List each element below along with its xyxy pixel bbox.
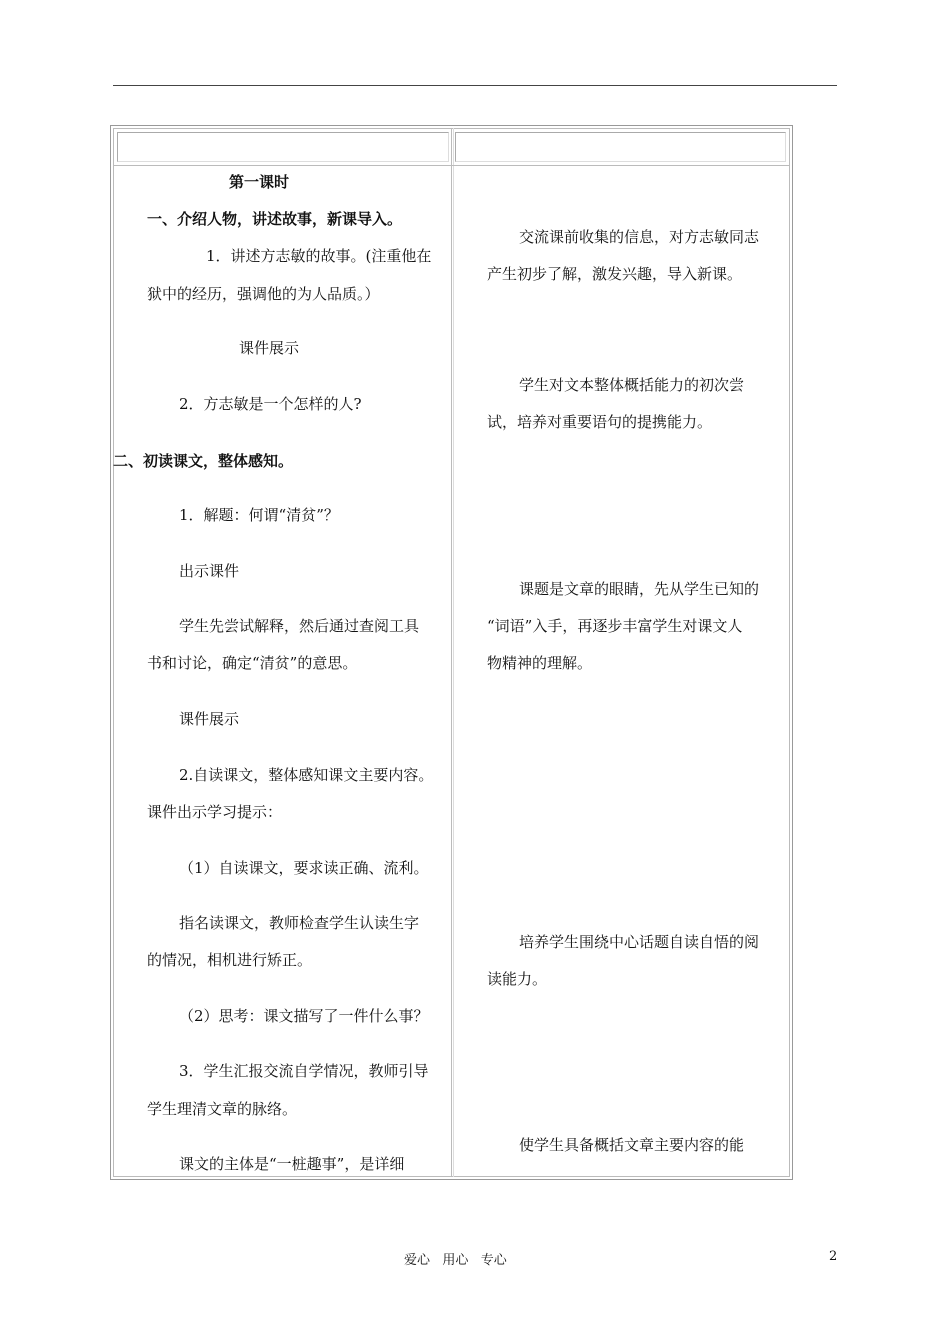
title-question: 1．解题：何谓“清贫”？ xyxy=(179,506,339,524)
note2-line1: 学生对文本整体概括能力的初次尝 xyxy=(519,376,745,394)
section1-heading: 一、介绍人物，讲述故事，新课导入。 xyxy=(147,210,403,228)
page-number: 2 xyxy=(829,1249,838,1264)
section2-heading: 二、初读课文，整体感知。 xyxy=(113,452,294,470)
header-row-divider xyxy=(113,165,790,166)
footer-motto: 爱心 用心 专心 xyxy=(404,1253,507,1268)
item1-line2: 狱中的经历，强调他的为人品质。） xyxy=(147,285,380,303)
note1-line1: 交流课前收集的信息，对方志敏同志 xyxy=(519,228,760,246)
self-read-line2: 课件出示学习提示： xyxy=(147,803,283,821)
check-line1: 指名读课文，教师检查学生认读生字 xyxy=(179,914,420,932)
main-body-line: 课文的主体是“一桩趣事”，是详细 xyxy=(179,1155,405,1173)
explain-line1: 学生先尝试解释，然后通过查阅工具 xyxy=(179,617,420,635)
header-rule xyxy=(113,85,837,86)
note1-line2: 产生初步了解，激发兴趣，导入新课。 xyxy=(487,265,743,283)
check-line2: 的情况，相机进行矫正。 xyxy=(147,951,313,969)
courseware-show-2: 课件展示 xyxy=(179,710,240,728)
note2-line2: 试，培养对重要语句的提携能力。 xyxy=(487,413,713,431)
self-read-line1: 2.自读课文，整体感知课文主要内容。 xyxy=(179,766,434,784)
prompt2: （2）思考：课文描写了一件什么事？ xyxy=(179,1007,429,1025)
courseware-show-1: 课件展示 xyxy=(239,339,300,357)
report-line1: 3．学生汇报交流自学情况，教师引导 xyxy=(179,1062,429,1080)
table-header-cell-left xyxy=(117,132,449,162)
explain-line2: 书和讨论，确定“清贫”的意思。 xyxy=(147,654,358,672)
note4-line2: 读能力。 xyxy=(487,970,548,988)
item2: 2．方志敏是一个怎样的人? xyxy=(179,395,362,413)
note5-line1: 使学生具备概括文章主要内容的能 xyxy=(519,1136,745,1154)
show-courseware: 出示课件 xyxy=(179,562,240,580)
note3-line3: 物精神的理解。 xyxy=(487,654,593,672)
lesson-title: 第一课时 xyxy=(229,173,290,191)
note3-line1: 课题是文章的眼睛，先从学生已知的 xyxy=(519,580,760,598)
item1-line1: 1．讲述方志敏的故事。(注重他在 xyxy=(206,247,432,265)
report-line2: 学生理清文章的脉络。 xyxy=(147,1100,298,1118)
note3-line2: “词语”入手，再逐步丰富学生对课文人 xyxy=(487,617,743,635)
table-header-cell-right xyxy=(455,132,786,162)
column-divider-shadow xyxy=(453,128,454,1177)
column-divider xyxy=(451,128,452,1177)
note4-line1: 培养学生围绕中心话题自读自悟的阅 xyxy=(519,933,760,951)
prompt1: （1）自读课文，要求读正确、流利。 xyxy=(179,859,429,877)
